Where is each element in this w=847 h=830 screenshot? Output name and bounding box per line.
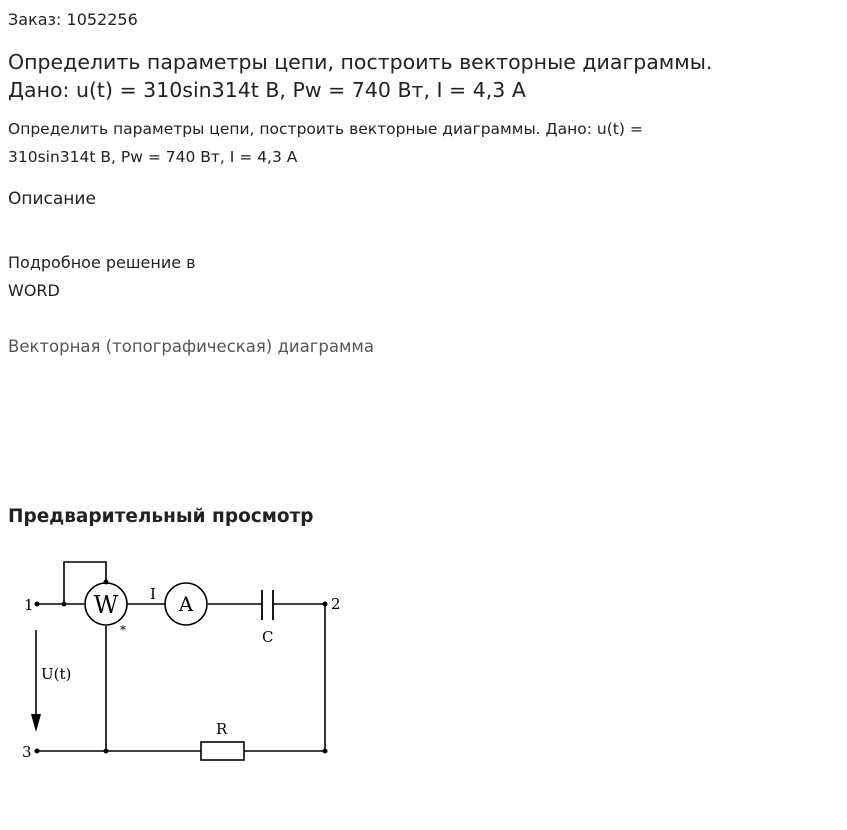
title-line-1: Определить параметры цепи, построить векторные диаграммы. (8, 50, 713, 74)
description-line-1: Определить параметры цепи, построить векторные диаграммы. Дано: u(t) = (8, 120, 643, 138)
wattmeter-label: W (93, 591, 119, 619)
capacitor-label: C (262, 628, 274, 646)
wattmeter-terminal-mark: * (120, 623, 126, 637)
vector-diagram-link[interactable]: Векторная (топографическая) диаграмма (8, 337, 374, 356)
junction-dot (104, 749, 109, 754)
voltage-arrow-head (31, 714, 41, 732)
solution-line-2: WORD (8, 281, 60, 300)
description-line-2: 310sin314t В, Pw = 740 Вт, I = 4,3 А (8, 148, 298, 166)
preview-heading: Предварительный просмотр (8, 506, 314, 527)
current-label: I (150, 585, 156, 603)
page-title (8, 48, 843, 104)
capacitor-symbol (262, 590, 273, 620)
order-number: Заказ: 1052256 (8, 10, 138, 29)
junction-dot (104, 580, 109, 585)
solution-note (8, 249, 268, 305)
circuit-diagram (0, 548, 360, 778)
voltage-label: U(t) (41, 665, 72, 683)
solution-line-1: Подробное решение в (8, 253, 196, 272)
task-description (8, 115, 808, 171)
resistor-label: R (216, 720, 228, 738)
node-1-label: 1 (24, 596, 34, 614)
node-3-label: 3 (22, 743, 32, 761)
title-line-2: Дано: u(t) = 310sin314t В, Pw = 740 Вт, I = 4,3 А (8, 78, 526, 102)
node-2-label: 2 (331, 595, 341, 613)
resistor-symbol (201, 742, 244, 760)
node-3-dot (35, 749, 40, 754)
junction-dot (323, 749, 328, 754)
ammeter-label: A (178, 592, 194, 616)
junction-dot (62, 602, 67, 607)
node-1-dot (35, 602, 40, 607)
node-2-dot (323, 602, 328, 607)
section-heading-description: Описание (8, 189, 96, 209)
